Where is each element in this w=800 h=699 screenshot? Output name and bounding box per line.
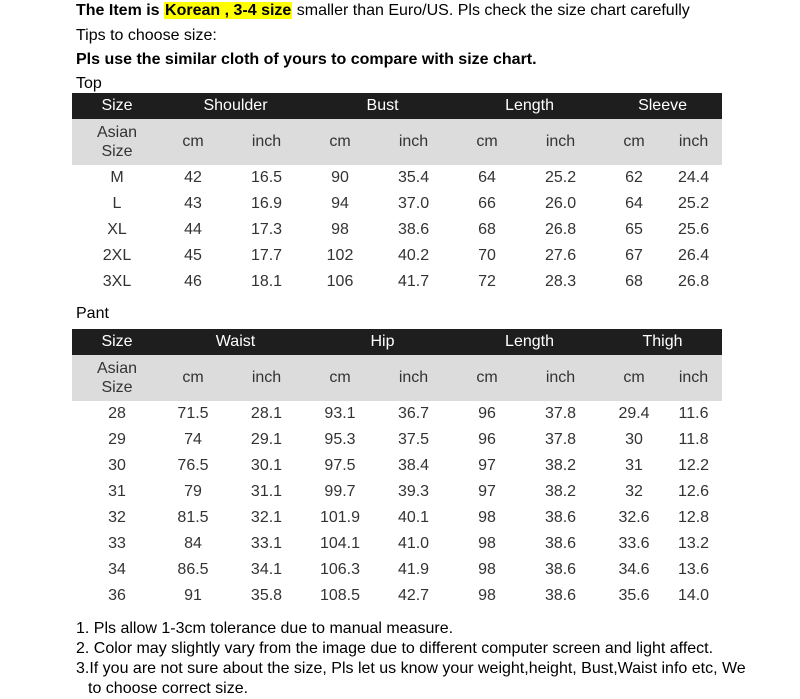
measure-cell: 38.6 xyxy=(544,535,577,552)
table-row xyxy=(72,531,722,557)
size-cell: 36 xyxy=(108,587,126,604)
measure-cell: 108.5 xyxy=(319,587,361,604)
measure-cell: 95.3 xyxy=(324,431,356,448)
measure-cell: 26.0 xyxy=(544,195,577,212)
measure-cell: 12.6 xyxy=(677,483,710,500)
measure-cell: 12.2 xyxy=(677,457,710,474)
measure-cell: 68 xyxy=(625,273,643,290)
measure-cell: 38.6 xyxy=(544,561,577,578)
size-header: Size xyxy=(101,333,133,350)
notes xyxy=(76,619,796,699)
measure-cell: 93.1 xyxy=(324,405,356,422)
measure-cell: 41.7 xyxy=(397,273,430,290)
measure-cell: 38.6 xyxy=(544,587,577,604)
measure-cell: 35.8 xyxy=(250,587,283,604)
measure-cell: 106 xyxy=(326,273,354,290)
measure-cell: 71.5 xyxy=(177,405,209,422)
note-3-continued: to choose correct size. xyxy=(88,680,249,697)
measure-cell: 44 xyxy=(184,221,202,238)
table-row xyxy=(72,479,722,505)
unit-cm: cm xyxy=(329,369,351,386)
measure-cell: 13.2 xyxy=(677,535,710,552)
size-cell: M xyxy=(110,169,124,186)
measure-cell: 36.7 xyxy=(397,405,430,422)
measure-cell: 79 xyxy=(184,483,202,500)
measure-cell: 37.0 xyxy=(397,195,430,212)
size-cell: XL xyxy=(107,221,127,238)
measure-cell: 31.1 xyxy=(250,483,283,500)
unit-inch: inch xyxy=(545,133,576,150)
measure-cell: 70 xyxy=(478,247,496,264)
measure-cell: 27.6 xyxy=(544,247,577,264)
asian-size-label: Asian Size xyxy=(96,124,138,160)
table-row xyxy=(72,243,722,269)
measure-cell: 65 xyxy=(625,221,643,238)
measure-cell: 37.8 xyxy=(544,431,577,448)
measure-cell: 40.1 xyxy=(397,509,430,526)
unit-inch: inch xyxy=(251,369,282,386)
unit-cm: cm xyxy=(329,133,351,150)
measure-cell: 46 xyxy=(184,273,202,290)
measure-cell: 68 xyxy=(478,221,496,238)
unit-cm: cm xyxy=(623,369,645,386)
top-unit-row xyxy=(72,119,722,165)
size-cell: 29 xyxy=(108,431,126,448)
measure-cell: 90 xyxy=(331,169,349,186)
headline-highlight: Korean , 3-4 size xyxy=(165,2,292,19)
pant-header-row xyxy=(72,329,722,355)
measure-cell: 106.3 xyxy=(319,561,361,578)
size-cell: 2XL xyxy=(102,247,132,264)
measure-cell: 98 xyxy=(331,221,349,238)
measure-cell: 98 xyxy=(478,509,496,526)
measure-cell: 13.6 xyxy=(677,561,710,578)
measure-cell: 11.8 xyxy=(678,431,709,448)
top-size-table xyxy=(72,93,722,295)
size-cell: L xyxy=(112,195,122,212)
measure-cell: 28.1 xyxy=(250,405,283,422)
measure-cell: 33.1 xyxy=(250,535,283,552)
measure-cell: 25.2 xyxy=(677,195,710,212)
measure-cell: 32.1 xyxy=(250,509,283,526)
measure-cell: 28.3 xyxy=(544,273,577,290)
size-cell: 30 xyxy=(108,457,126,474)
size-cell: 34 xyxy=(108,561,126,578)
size-cell: 33 xyxy=(108,535,126,552)
measure-cell: 25.2 xyxy=(544,169,577,186)
unit-cm: cm xyxy=(623,133,645,150)
note-1: 1. Pls allow 1-3cm tolerance due to manual measure. xyxy=(76,620,454,637)
measure-cell: 29.4 xyxy=(618,405,650,422)
table-row xyxy=(72,191,722,217)
measure-cell: 42 xyxy=(184,169,202,186)
measure-cell: 37.8 xyxy=(544,405,577,422)
bust-header: Bust xyxy=(366,97,399,114)
measure-cell: 41.9 xyxy=(397,561,430,578)
measure-cell: 17.7 xyxy=(250,247,283,264)
measure-cell: 45 xyxy=(184,247,202,264)
measure-cell: 16.5 xyxy=(250,169,283,186)
measure-cell: 101.9 xyxy=(319,509,361,526)
measure-cell: 97 xyxy=(478,483,496,500)
table-row xyxy=(72,583,722,609)
unit-inch: inch xyxy=(251,133,282,150)
measure-cell: 29.1 xyxy=(250,431,283,448)
measure-cell: 16.9 xyxy=(250,195,283,212)
measure-cell: 14.0 xyxy=(677,587,710,604)
measure-cell: 76.5 xyxy=(177,457,209,474)
top-header-row xyxy=(72,93,722,119)
top-section-label: Top xyxy=(76,75,102,92)
measure-cell: 35.6 xyxy=(618,587,650,604)
measure-cell: 34.1 xyxy=(250,561,283,578)
tips-label: Tips to choose size: xyxy=(76,27,217,44)
measure-cell: 32 xyxy=(625,483,643,500)
table-row xyxy=(72,557,722,583)
measure-cell: 30 xyxy=(625,431,643,448)
measure-cell: 64 xyxy=(478,169,496,186)
unit-cm: cm xyxy=(182,369,204,386)
measure-cell: 38.6 xyxy=(544,509,577,526)
note-2: 2. Color may slightly vary from the image due to different computer screen and light affect. xyxy=(76,640,714,657)
size-cell: 28 xyxy=(108,405,126,422)
asian-size-label: Asian Size xyxy=(96,360,138,396)
measure-cell: 32.6 xyxy=(618,509,650,526)
size-header: Size xyxy=(101,97,133,114)
length-header: Length xyxy=(505,97,554,114)
measure-cell: 81.5 xyxy=(177,509,209,526)
pant-unit-row xyxy=(72,355,722,401)
measure-cell: 42.7 xyxy=(397,587,430,604)
measure-cell: 38.2 xyxy=(544,483,577,500)
advice-text: Pls use the similar cloth of yours to compare with size chart. xyxy=(76,51,537,68)
measure-cell: 97 xyxy=(478,457,496,474)
measure-cell: 94 xyxy=(331,195,349,212)
measure-cell: 12.8 xyxy=(677,509,710,526)
unit-cm: cm xyxy=(182,133,204,150)
pant-section-label: Pant xyxy=(76,305,109,322)
hip-header: Hip xyxy=(370,333,395,350)
measure-cell: 11.6 xyxy=(678,405,709,422)
measure-cell: 40.2 xyxy=(397,247,430,264)
table-row xyxy=(72,427,722,453)
measure-cell: 43 xyxy=(184,195,202,212)
length-header: Length xyxy=(505,333,554,350)
note-3: 3.If you are not sure about the size, Pls let us know your weight,height, Bust,Waist info etc, We xyxy=(76,660,746,677)
headline-suffix: smaller than Euro/US. Pls check the size chart carefully xyxy=(292,2,690,19)
measure-cell: 96 xyxy=(478,431,496,448)
table-row xyxy=(72,505,722,531)
measure-cell: 38.4 xyxy=(397,457,430,474)
size-cell: 32 xyxy=(108,509,126,526)
pant-size-table xyxy=(72,329,722,609)
measure-cell: 64 xyxy=(625,195,643,212)
measure-cell: 98 xyxy=(478,561,496,578)
unit-cm: cm xyxy=(476,133,498,150)
measure-cell: 104.1 xyxy=(319,535,361,552)
measure-cell: 39.3 xyxy=(397,483,430,500)
measure-cell: 102 xyxy=(326,247,354,264)
measure-cell: 25.6 xyxy=(677,221,710,238)
measure-cell: 18.1 xyxy=(250,273,283,290)
unit-inch: inch xyxy=(398,369,429,386)
table-row xyxy=(72,165,722,191)
measure-cell: 30.1 xyxy=(250,457,283,474)
measure-cell: 86.5 xyxy=(177,561,209,578)
measure-cell: 31 xyxy=(625,457,643,474)
table-row xyxy=(72,269,722,295)
measure-cell: 62 xyxy=(625,169,643,186)
measure-cell: 66 xyxy=(478,195,496,212)
measure-cell: 67 xyxy=(625,247,643,264)
measure-cell: 38.6 xyxy=(397,221,430,238)
table-row xyxy=(72,217,722,243)
measure-cell: 24.4 xyxy=(677,169,710,186)
unit-inch: inch xyxy=(545,369,576,386)
unit-inch: inch xyxy=(398,133,429,150)
size-cell: 31 xyxy=(108,483,126,500)
measure-cell: 26.8 xyxy=(677,273,710,290)
headline xyxy=(76,2,690,20)
thigh-header: Thigh xyxy=(642,333,683,350)
unit-cm: cm xyxy=(476,369,498,386)
unit-inch: inch xyxy=(678,369,709,386)
table-row xyxy=(72,401,722,427)
measure-cell: 35.4 xyxy=(397,169,430,186)
measure-cell: 84 xyxy=(184,535,202,552)
measure-cell: 98 xyxy=(478,587,496,604)
waist-header: Waist xyxy=(215,333,256,350)
shoulder-header: Shoulder xyxy=(203,97,268,114)
measure-cell: 91 xyxy=(184,587,202,604)
measure-cell: 38.2 xyxy=(544,457,577,474)
measure-cell: 26.4 xyxy=(677,247,710,264)
measure-cell: 34.6 xyxy=(618,561,650,578)
measure-cell: 41.0 xyxy=(397,535,430,552)
measure-cell: 98 xyxy=(478,535,496,552)
measure-cell: 74 xyxy=(184,431,202,448)
table-row xyxy=(72,453,722,479)
measure-cell: 37.5 xyxy=(397,431,430,448)
unit-inch: inch xyxy=(678,133,709,150)
sleeve-header: Sleeve xyxy=(638,97,687,114)
measure-cell: 96 xyxy=(478,405,496,422)
measure-cell: 26.8 xyxy=(544,221,577,238)
measure-cell: 97.5 xyxy=(324,457,356,474)
measure-cell: 33.6 xyxy=(618,535,650,552)
headline-prefix: The Item is xyxy=(76,2,165,19)
measure-cell: 99.7 xyxy=(324,483,356,500)
size-cell: 3XL xyxy=(102,273,132,290)
measure-cell: 17.3 xyxy=(250,221,283,238)
measure-cell: 72 xyxy=(478,273,496,290)
